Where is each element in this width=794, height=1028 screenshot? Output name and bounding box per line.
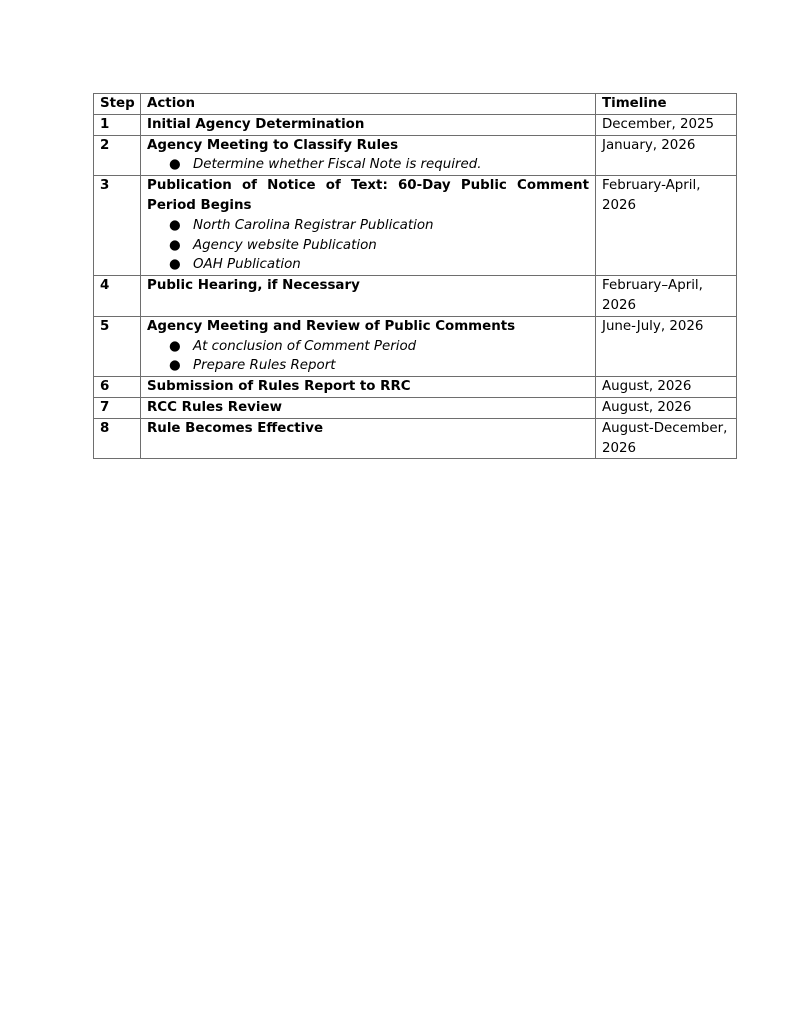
- table-row: [94, 114, 737, 135]
- list-item: [147, 236, 589, 256]
- bullet-text: Agency website Publication: [193, 237, 377, 253]
- step-number: 6: [94, 377, 141, 398]
- step-number: 2: [94, 135, 141, 176]
- step-number: 7: [94, 397, 141, 418]
- list-item: [147, 155, 589, 175]
- bullet-text: At conclusion of Comment Period: [193, 338, 417, 354]
- action-bullet-list: [147, 337, 589, 377]
- action-cell: [141, 377, 596, 398]
- action-title: Initial Agency Determination: [147, 116, 365, 132]
- step-number: 3: [94, 176, 141, 276]
- action-title: Public Hearing, if Necessary: [147, 278, 360, 294]
- step-number: 1: [94, 114, 141, 135]
- action-bullet-list: [147, 216, 589, 275]
- timeline-cell: December, 2025: [596, 114, 737, 135]
- action-title: Publication of Notice of Text: 60-Day Public Comment Period Begins: [147, 178, 589, 213]
- list-item: [147, 255, 589, 275]
- action-cell: [141, 418, 596, 459]
- bullet-text: Determine whether Fiscal Note is required.: [193, 157, 482, 173]
- table-row: [94, 176, 737, 276]
- timeline-cell: August, 2026: [596, 397, 737, 418]
- action-cell: [141, 276, 596, 317]
- timeline-cell: February–April, 2026: [596, 276, 737, 317]
- bullet-icon: ●: [169, 237, 181, 253]
- action-cell: [141, 397, 596, 418]
- action-title: Rule Becomes Effective: [147, 420, 324, 436]
- table-row: [94, 397, 737, 418]
- timeline-cell: January, 2026: [596, 135, 737, 176]
- action-title: RCC Rules Review: [147, 399, 282, 415]
- bullet-icon: ●: [169, 217, 181, 233]
- action-title: Submission of Rules Report to RRC: [147, 379, 411, 395]
- list-item: [147, 337, 589, 357]
- bullet-icon: ●: [169, 338, 181, 354]
- header-step: Step: [94, 94, 141, 115]
- timeline-cell: June-July, 2026: [596, 316, 737, 376]
- bullet-text: North Carolina Registrar Publication: [193, 217, 434, 233]
- table-row: [94, 135, 737, 176]
- bullet-icon: ●: [169, 358, 181, 374]
- bullet-icon: ●: [169, 157, 181, 173]
- table-row: [94, 316, 737, 376]
- step-number: 4: [94, 276, 141, 317]
- bullet-text: OAH Publication: [193, 257, 301, 273]
- action-cell: [141, 135, 596, 176]
- header-timeline: Timeline: [596, 94, 737, 115]
- table-row: [94, 377, 737, 398]
- list-item: [147, 356, 589, 376]
- timeline-cell: February-April, 2026: [596, 176, 737, 276]
- action-title: Agency Meeting and Review of Public Comments: [147, 318, 516, 334]
- header-action: Action: [141, 94, 596, 115]
- timeline-cell: August-December, 2026: [596, 418, 737, 459]
- rulemaking-timeline-table: [93, 93, 737, 459]
- timeline-cell: August, 2026: [596, 377, 737, 398]
- action-bullet-list: [147, 155, 589, 175]
- bullet-text: Prepare Rules Report: [193, 358, 336, 374]
- action-title: Agency Meeting to Classify Rules: [147, 137, 399, 153]
- table-header-row: [94, 94, 737, 115]
- step-number: 5: [94, 316, 141, 376]
- step-number: 8: [94, 418, 141, 459]
- action-cell: [141, 176, 596, 276]
- action-cell: [141, 316, 596, 376]
- action-cell: [141, 114, 596, 135]
- bullet-icon: ●: [169, 257, 181, 273]
- table-row: [94, 276, 737, 317]
- table-row: [94, 418, 737, 459]
- list-item: [147, 216, 589, 236]
